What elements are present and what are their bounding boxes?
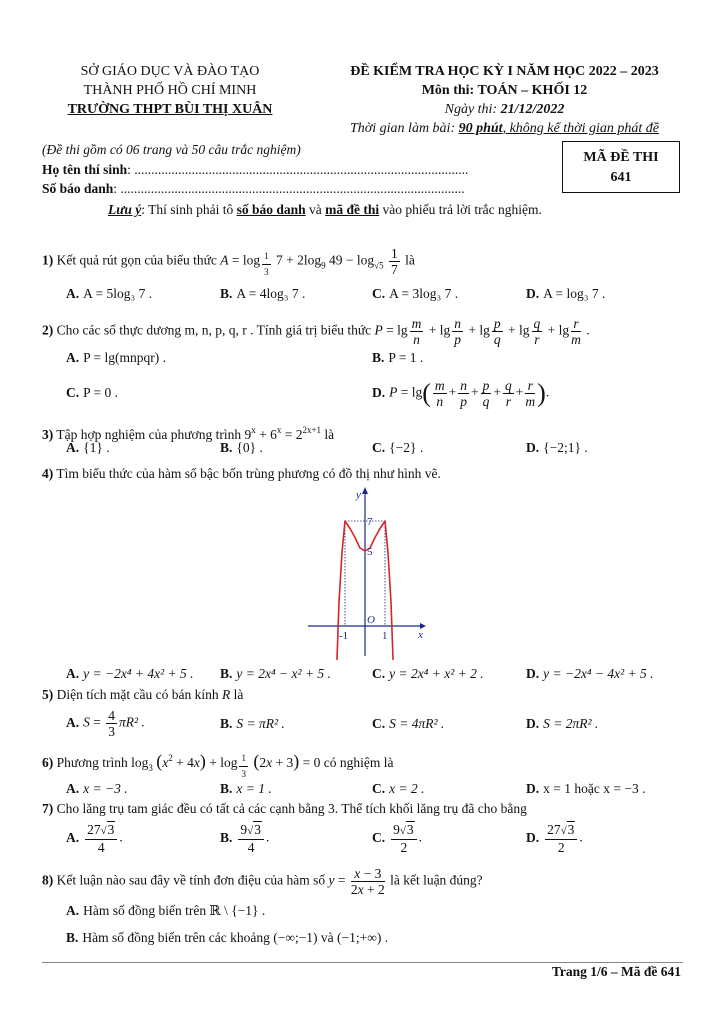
student-id-field[interactable]: Số báo danh: ...................................................................................................... — [42, 181, 465, 196]
q1-option-a[interactable]: A. A = 5log₃ 7 . — [66, 286, 153, 301]
instruction-note: Lưu ý: Thí sinh phải tô số báo danh và mã đề thi vào phiếu trả lời trắc nghiệm. — [108, 202, 542, 217]
question-3: 3) Tập hợp nghiệm của phương trình $9^x + 6^x = 2^{2x+1}$ là — [42, 425, 335, 442]
school-header — [40, 62, 300, 119]
exam-duration: Thời gian làm bài: 90 phút, không kể thời gian phát đề — [350, 121, 659, 136]
y-axis-label: y — [356, 489, 361, 501]
department-name: SỞ GIÁO DỤC VÀ ĐÀO TẠO — [80, 64, 260, 79]
exam-date: Ngày thi: 21/12/2022 — [444, 102, 565, 117]
tick-label-7: 7 — [367, 516, 373, 528]
q7-option-c[interactable]: C. $\frac{9√3}{2}$ . — [372, 822, 423, 855]
q3-option-d[interactable]: D. {−2;1} . — [526, 440, 588, 455]
q5-option-c[interactable]: C. S = 4πR² . — [372, 716, 445, 731]
page-footer: Trang 1/6 – Mã đề 641 — [551, 964, 681, 979]
question-4: 4) Tìm biểu thức của hàm số bậc bốn trùng phương có đồ thị như hình vẽ. — [42, 466, 441, 481]
q1-option-c[interactable]: C. A = 3log₃ 7 . — [372, 286, 459, 301]
q4-option-a[interactable]: A. y = −2x⁴ + 4x² + 5 . — [66, 666, 194, 681]
q4-option-c[interactable]: C. y = 2x⁴ + x² + 2 . — [372, 666, 484, 681]
q3-option-b[interactable]: B. {0} . — [220, 440, 263, 455]
q6-option-a[interactable]: A. x = −3 . — [66, 781, 128, 796]
origin-label: O — [367, 614, 375, 626]
q3-option-c[interactable]: C. {−2} . — [372, 440, 424, 455]
city-name: THÀNH PHỐ HỒ CHÍ MINH — [83, 83, 257, 98]
q5-option-b[interactable]: B. S = πR² . — [220, 716, 285, 731]
exam-header — [322, 62, 687, 138]
question-8: 8) Kết luận nào sau đây về tính đơn điệu của hàm số y = $\frac{x - 3}{2x + 2}$ là kết luận đúng? — [42, 866, 483, 897]
exam-title: ĐỀ KIỂM TRA HỌC KỲ I NĂM HỌC 2022 – 2023 — [350, 64, 659, 79]
tick-label-pos1: 1 — [382, 630, 388, 642]
q6-option-d[interactable]: D. x = 1 hoặc x = −3 . — [526, 781, 646, 796]
q1-option-b[interactable]: B. A = 4log₃ 7 . — [220, 286, 306, 301]
school-name: TRƯỜNG THPT BÙI THỊ XUÂN — [67, 102, 273, 117]
question-6: 6) Phương trình $\log_3 (x^2 + 4x) + \log$ $\frac{1}{3}$ (2x + 3) = 0 có nghiệm là — [42, 751, 394, 779]
q2-option-d[interactable]: D. P = lg( $\frac{m}{n}$ + $\frac{n}{p}$ + $\frac{p}{q}$ + $\frac{q}{r}$ + $\frac{r}{m}$ ). — [372, 378, 550, 409]
exam-code-box: MÃ ĐỀ THI 641 — [562, 141, 680, 193]
tick-label-neg1: -1 — [339, 630, 349, 642]
q2-option-c[interactable]: C. P = 0 . — [66, 385, 118, 400]
q1-option-d[interactable]: D. A = log₃ 7 . — [526, 286, 606, 301]
q8-option-a[interactable]: A. Hàm số đồng biến trên ℝ \ {−1} . — [66, 903, 266, 918]
question-5: 5) Diện tích mặt cầu có bán kính R là — [42, 687, 244, 702]
x-axis-label: x — [418, 629, 423, 641]
tick-label-5: 5 — [367, 546, 373, 558]
quartic-graph — [300, 484, 430, 660]
pages-note: (Đề thi gồm có 06 trang và 50 câu trắc nghiệm) — [42, 142, 301, 157]
q4-option-d[interactable]: D. y = −2x⁴ − 4x² + 5 . — [526, 666, 654, 681]
q7-option-b[interactable]: B. $\frac{9√3}{4}$ . — [220, 822, 270, 855]
footer-divider — [42, 962, 683, 963]
question-2: 2) Cho các số thực dương m, n, p, q, r . Tính giá trị biểu thức P = lg $\frac{m}{n}$ + lg $\frac{n}{p}$ + lg $\frac{p}{q}$ + lg $\frac{q}{r}$ + lg $\frac{r}{m}$ . — [42, 316, 590, 347]
q3-option-a[interactable]: A. {1} . — [66, 440, 110, 455]
exam-subject: Môn thi: TOÁN – KHỐI 12 — [421, 83, 588, 98]
q7-option-d[interactable]: D. $\frac{27√3}{2}$ . — [526, 822, 583, 855]
question-1: 1) Kết quả rút gọn của biểu thức A = log $\frac{1}{3}$ $7 + 2\log_9$ $49 - \log_{√5}$ $\frac{1}{7}$ là — [42, 246, 415, 277]
q6-option-c[interactable]: C. x = 2 . — [372, 781, 425, 796]
q5-option-d[interactable]: D. S = 2πR² . — [526, 716, 599, 731]
q2-option-a[interactable]: A. P = lg(mnpqr) . — [66, 350, 166, 365]
q7-option-a[interactable]: A. $\frac{27√3}{4}$ . — [66, 822, 123, 855]
y-axis-arrow — [362, 487, 368, 494]
q8-option-b[interactable]: B. Hàm số đồng biến trên các khoảng (−∞;−1) và (−1;+∞) . — [66, 930, 389, 945]
q4-option-b[interactable]: B. y = 2x⁴ − x² + 5 . — [220, 666, 331, 681]
q6-option-b[interactable]: B. x = 1 . — [220, 781, 272, 796]
question-7: 7) Cho lăng trụ tam giác đều có tất cả các cạnh bằng 3. Thể tích khối lăng trụ đã cho bằng — [42, 801, 527, 816]
student-name-field[interactable]: Họ tên thí sinh: ................................................................................................... — [42, 162, 469, 177]
q2-option-b[interactable]: B. P = 1 . — [372, 350, 424, 365]
q5-option-a[interactable]: A. S = $\frac{4}{3}$ πR² . — [66, 708, 145, 739]
